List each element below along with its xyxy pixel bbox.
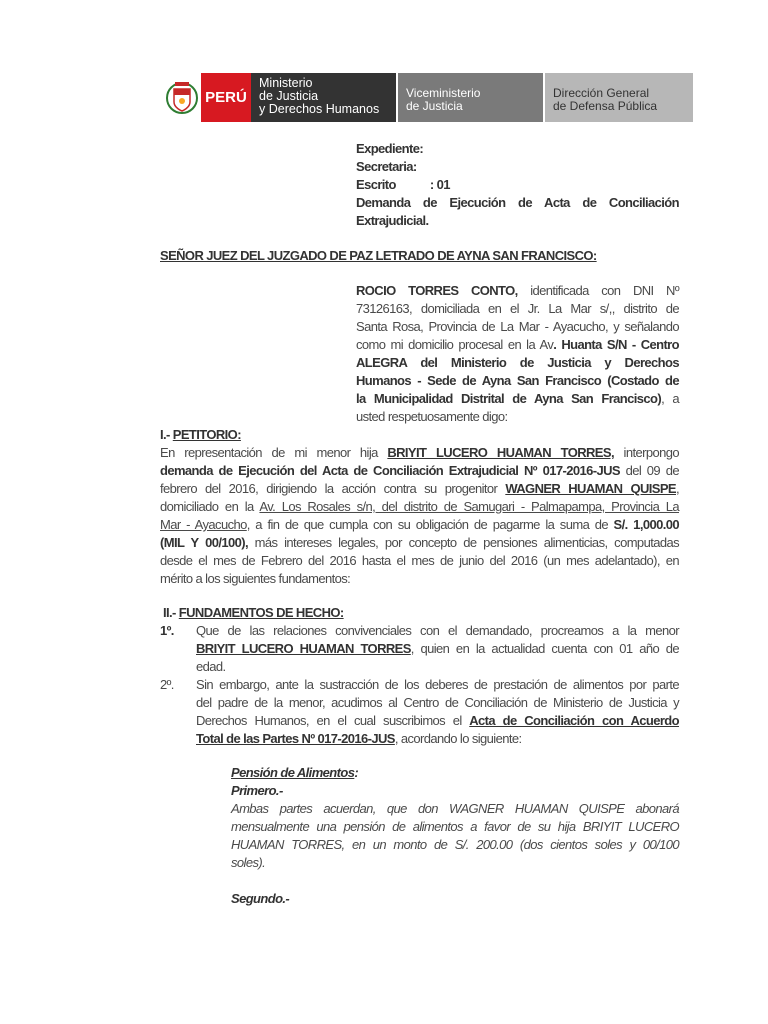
item-2-number: 2º. bbox=[160, 677, 174, 692]
expediente-label: Expediente: bbox=[356, 141, 424, 156]
petitorio-paragraph: En representación de mi menor hija BRIYIT LUCERO HUAMAN TORRES, interpongo demanda de Ejecución del Acta de Conciliación Extrajudicial Nº 017-2016-JUS del 09 de febrero del 2016, dirigiendo la acción contra su progenitor WAGNER HUAMAN QUISPE, domiciliado en la Av. Los Rosales s/n, del distrito de Samugari - Palmapampa, Provincia La Mar - Ayacucho, a fin de que cumpla con su obligación de pagarme la suma de S/. 1,000.00 (MIL Y 00/100), más intereses legales, por concepto de pensiones alimenticias, computadas desde el mes de Febrero del 2016 hasta el mes de junio del 2016 (un mes adelantado), en mérito a los siguientes fundamentos: bbox=[160, 445, 680, 586]
item-1-text: Que de las relaciones convivenciales con el demandado, procreamos a la menor BRIYIT LUCERO HUAMAN TORRES, quien en la actualidad cuenta con 01 año de edad. bbox=[196, 623, 680, 674]
case-caption bbox=[356, 140, 679, 230]
item-1-number: 1º. bbox=[160, 623, 174, 638]
viceministry-label: Viceministerio de Justicia bbox=[398, 73, 543, 122]
addressee: SEÑOR JUEZ DEL JUZGADO DE PAZ LETRADO DE AYNA SAN FRANCISCO: bbox=[160, 248, 597, 263]
ministry-label: Ministerio de Justicia y Derechos Humanos bbox=[251, 73, 396, 122]
subject-line-2: Extrajudicial. bbox=[356, 213, 429, 228]
peru-label: PERÚ bbox=[201, 73, 251, 122]
header-banner bbox=[163, 73, 693, 122]
agreement-quote: Pensión de Alimentos: Primero.- Ambas partes acuerdan, que don WAGNER HUAMAN QUISPE abonará mensualmente una pensión de alimentos a favor de su hija BRIYIT LUCERO HUAMAN TORRES, en un monto de S/. 200.00 (dos cientos soles y 00/100 soles). Segundo.- bbox=[231, 765, 679, 906]
section-1-heading: I.- PETITORIO: bbox=[160, 427, 241, 442]
intro-paragraph: ROCIO TORRES CONTO, identificada con DNI Nº 73126163, domiciliada en el Jr. La Mar s/,, distrito de Santa Rosa, Provincia de La Mar - Ayacucho, y señalando como mi domicilio procesal en la Av. Huanta S/N - Centro ALEGRA del Ministerio de Justicia y Derechos Humanos - Sede de Ayna San Francisco (Costado de la Municipalidad Distrital de Ayna San Francisco), a usted respetuosamente digo: bbox=[356, 283, 680, 424]
subject-line-1: Demanda de Ejecución de Acta de Conciliación bbox=[356, 195, 679, 210]
direction-label: Dirección General de Defensa Pública bbox=[545, 73, 693, 122]
section-2-heading: II.- FUNDAMENTOS DE HECHO: bbox=[163, 605, 344, 620]
coat-of-arms-icon bbox=[163, 73, 201, 122]
item-2-text: Sin embargo, ante la sustracción de los deberes de prestación de alimentos por parte del padre de la menor, acudimos al Centro de Conciliación de Ministerio de Justicia y Derechos Humanos, en el cual suscribimos el Acta de Conciliación con Acuerdo Total de las Partes Nº 017-2016-JUS, acordando lo siguiente: bbox=[196, 677, 679, 746]
escrito-line: Escrito : 01 bbox=[356, 177, 450, 192]
secretaria-label: Secretaria: bbox=[356, 159, 417, 174]
